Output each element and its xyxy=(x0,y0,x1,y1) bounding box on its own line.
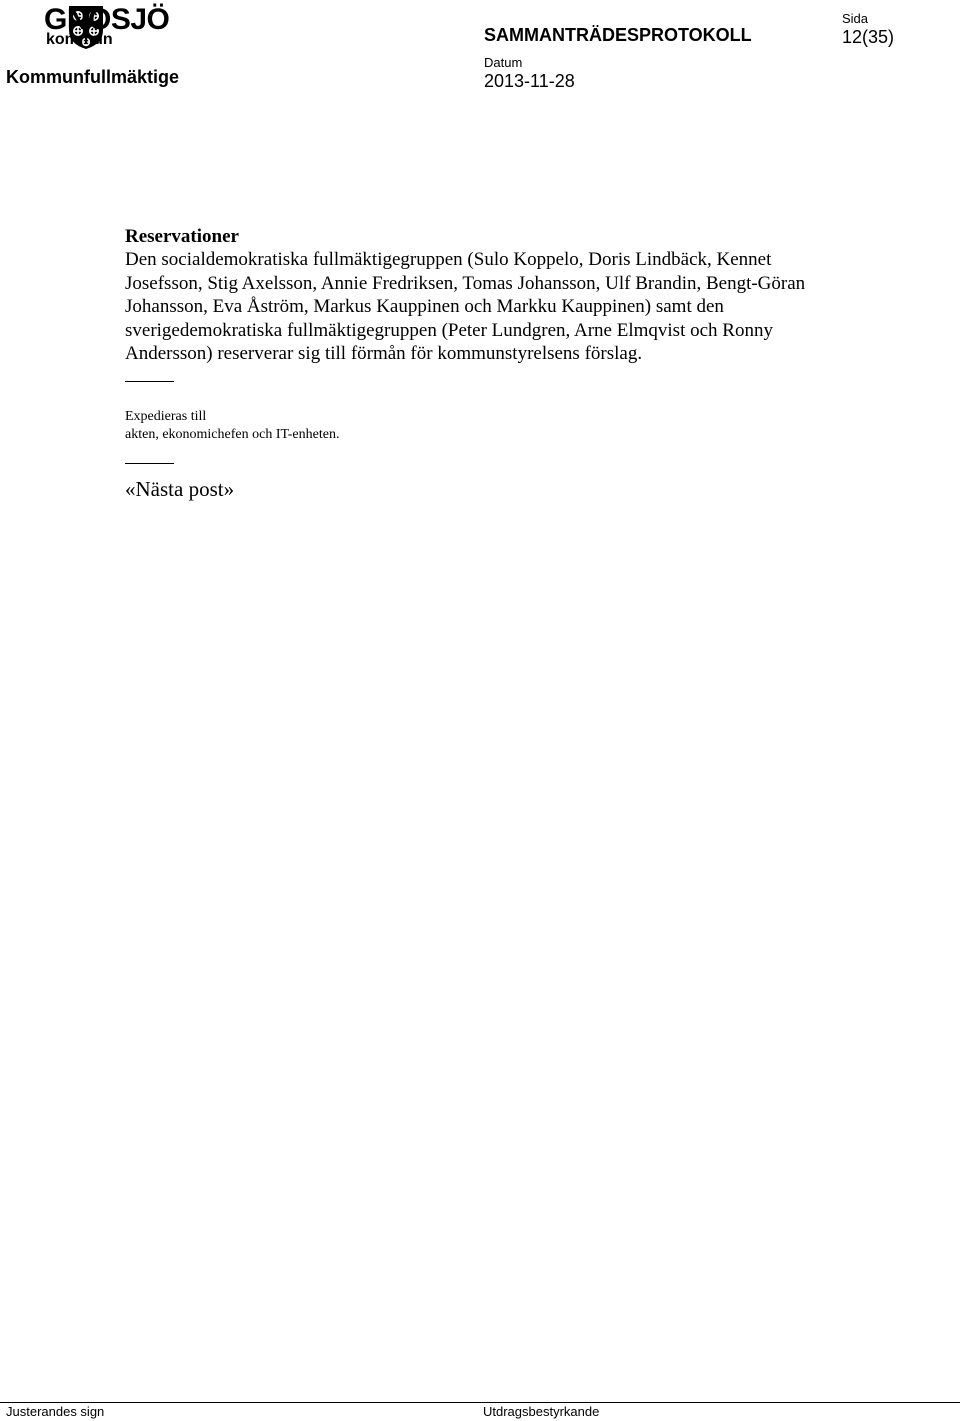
logo-wordmark: GNOSJÖ xyxy=(44,3,170,36)
reservation-paragraph: Den socialdemokratiska fullmäktigegruppen (Sulo Koppelo, Doris Lindbäck, Kennet Josefsson, Stig Axelsson, Annie Fredriksen, Tomas Johansson, Ulf Brandin, Bengt-Göran Johansson, Eva Åström, Markus Kauppinen och Markku Kauppinen) samt den sverigedemokratiska fullmäktigegruppen (Peter Lundgren, Arne Elmqvist och Ronny Andersson) reserverar sig till förmån för kommunstyrelsens förslag. xyxy=(125,249,806,364)
page-number: 12(35) xyxy=(842,27,895,47)
page-label: Sida xyxy=(842,11,869,26)
footer-divider xyxy=(0,1402,960,1403)
document-body xyxy=(125,225,825,501)
extract-certification-label: Utdragsbestyrkande xyxy=(483,1404,600,1419)
department-name: Kommunfullmäktige xyxy=(6,67,180,87)
date-value: 2013-11-28 xyxy=(484,71,575,91)
document-type: SAMMANTRÄDESPROTOKOLL xyxy=(484,25,752,45)
section-heading: Reservationer xyxy=(125,226,239,247)
date-label: Datum xyxy=(484,55,523,70)
separator-line xyxy=(125,381,174,382)
separator-line xyxy=(125,463,174,464)
logo-subtitle: kommun xyxy=(46,31,113,48)
adjuster-signature-label: Justerandes sign xyxy=(6,1404,105,1419)
expedite-label: Expedieras till xyxy=(125,408,207,424)
next-post-placeholder: «Nästa post» xyxy=(125,476,235,501)
expedite-recipients: akten, ekonomichefen och IT-enheten. xyxy=(125,426,340,442)
